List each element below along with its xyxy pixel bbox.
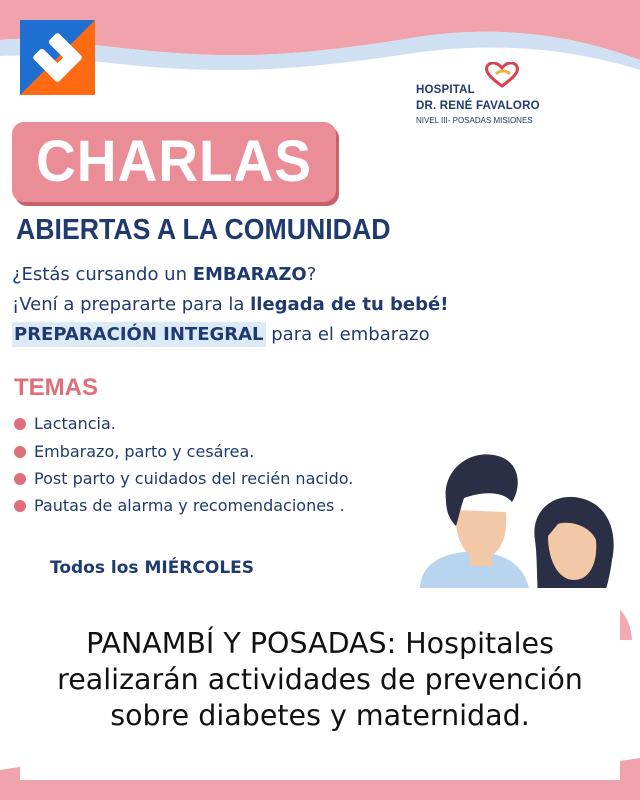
poster-title: CHARLAS <box>35 129 313 194</box>
question-embarazo: ¿Estás cursando un EMBARAZO? <box>12 264 317 285</box>
topic-item: Pautas de alarma y recomendaciones . <box>14 496 345 515</box>
bullet-icon <box>14 446 26 458</box>
hospital-name-line1: HOSPITAL <box>416 84 475 96</box>
poster-subtitle: ABIERTAS A LA COMUNIDAD <box>16 214 391 246</box>
preparation-line: PREPARACIÓN INTEGRAL para el embarazo <box>14 324 430 345</box>
topic-item: Embarazo, parto y cesárea. <box>14 442 254 461</box>
hospital-logo <box>416 62 576 132</box>
invitation-line: ¡Vení a prepararte para la llegada de tu bebé! <box>12 294 449 315</box>
charlas-banner <box>12 122 336 202</box>
bullet-icon <box>14 473 26 485</box>
site-logo-icon[interactable] <box>20 20 95 95</box>
bullet-icon <box>14 500 26 512</box>
heart-hands-icon <box>482 62 522 88</box>
hospital-location: NIVEL III- POSADAS MISIONES <box>416 116 533 125</box>
bullet-icon <box>14 418 26 430</box>
schedule-text: Todos los MIÉRCOLES <box>50 558 255 578</box>
topic-item: Lactancia. <box>14 414 116 433</box>
topic-item: Post parto y cuidados del recién nacido. <box>14 469 353 488</box>
headline-box[interactable] <box>20 588 620 780</box>
hospital-name-line2: DR. RENÉ FAVALORO <box>416 100 540 112</box>
temas-heading: TEMAS <box>14 374 98 401</box>
article-headline[interactable]: PANAMBÍ Y POSADAS: Hospitales realizarán actividades de prevención sobre diabetes y maternidad. <box>57 627 583 732</box>
